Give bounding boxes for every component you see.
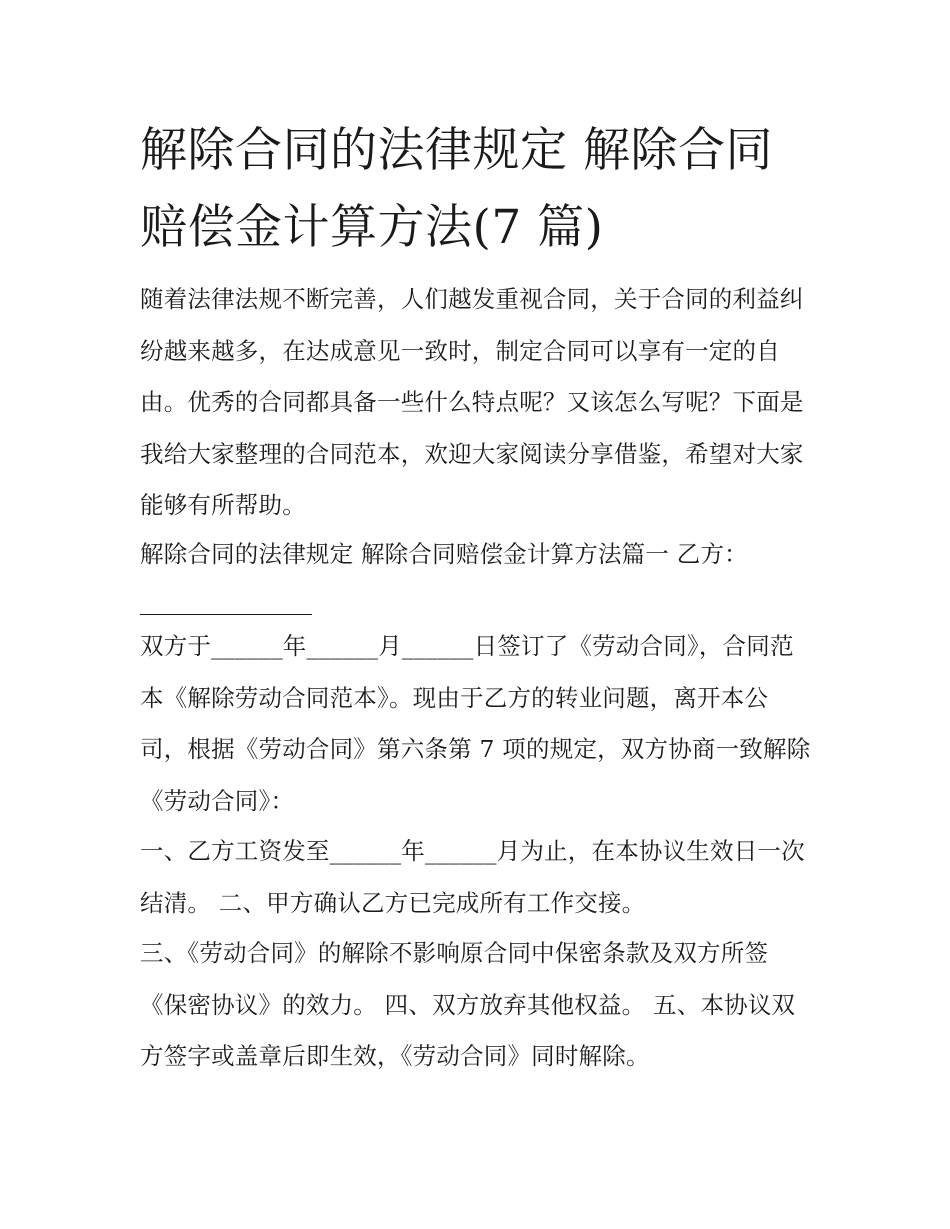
items-one-two-paragraph: 一、乙方工资发至______年______月为止，在本协议生效日一次结清。 二、甲方确认乙方已完成所有工作交接。 [140,837,805,917]
section-heading: 解除合同的法律规定 解除合同赔偿金计算方法篇一 乙方： [140,540,748,568]
intro-paragraph: 随着法律法规不断完善，人们越发重视合同，关于合同的利益纠纷越来越多，在达成意见一致时，制定合同可以享有一定的自由。优秀的合同都具备一些什么特点呢？又该怎么写呢？下面是我给大家整理的合同范本，欢迎大家阅读分享借鉴，希望对大家能够有所帮助。 [140,285,804,519]
clause-paragraph: 双方于______年______月______日签订了《劳动合同》，合同范本《解除劳动合同范本》。现由于乙方的转业问题，离开本公司，根据《劳动合同》第六条第 7 项的规定，双方协商一致解除《劳动合同》： [140,632,811,815]
items-three-five-paragraph: 三、《劳动合同》的解除不影响原合同中保密条款及双方所签《保密协议》的效力。 四、双方放弃其他权益。 五、本协议双方签字或盖章后即生效，《劳动合同》同时解除。 [140,939,796,1070]
document-title: 解除合同的法律规定 解除合同赔偿金计算方法(7 篇) [140,123,773,255]
blank-underline [140,590,312,615]
